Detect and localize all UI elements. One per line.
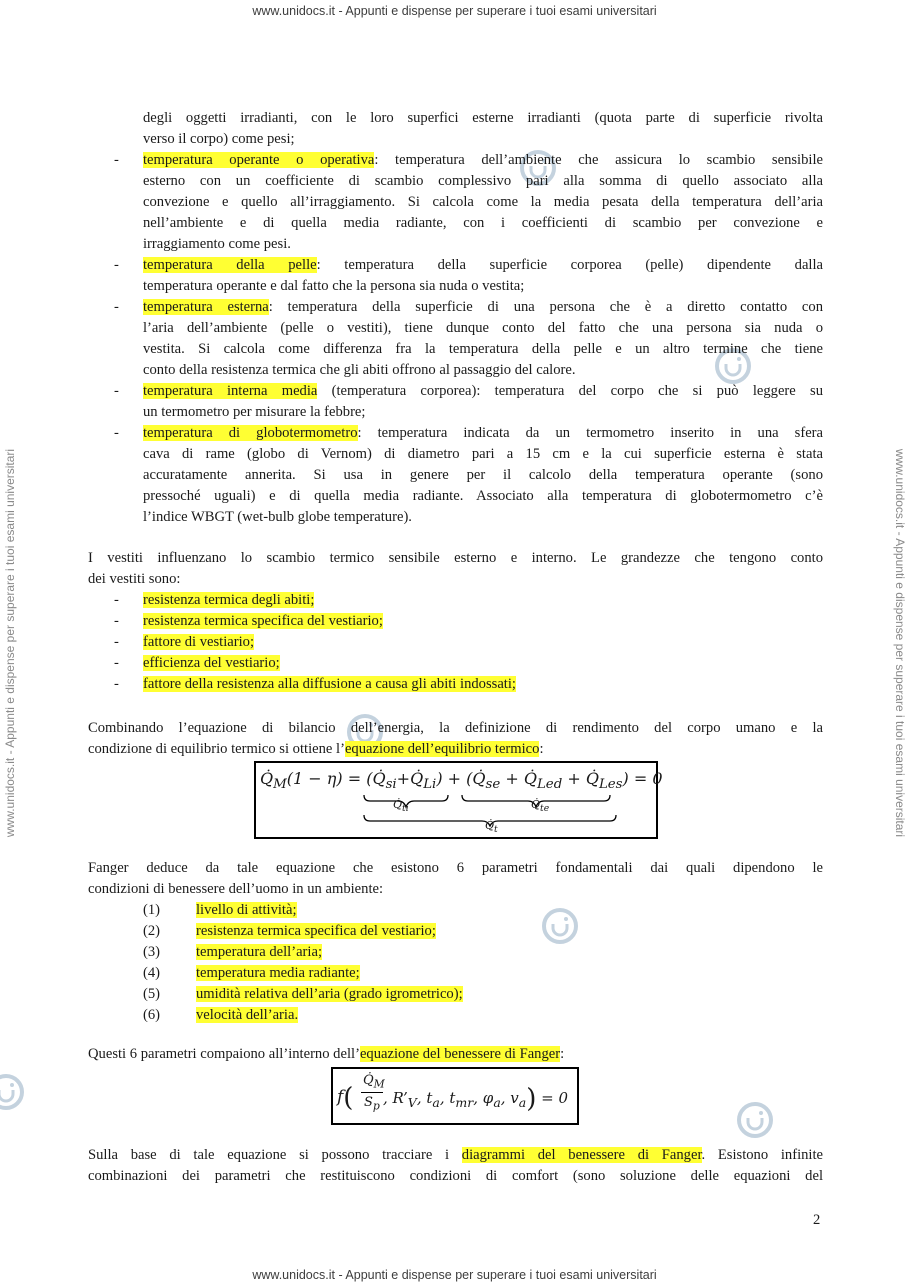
highlighted-term: efficienza del vestiario;: [143, 655, 280, 671]
paragraph-line: Combinando l’equazione di bilancio dell’energia, la definizione di rendimento del corpo umano e la: [88, 720, 823, 736]
highlighted-term: temperatura media radiante;: [196, 965, 360, 981]
highlighted-term: temperatura della pelle: [143, 257, 317, 273]
highlighted-term: temperatura operante o operativa: [143, 152, 375, 168]
definition-line: temperatura di globotermometro: temperatura indicata da un termometro inserito in una sfera: [143, 425, 824, 441]
unidocs-logo-icon: [0, 1072, 26, 1112]
highlighted-term: fattore della resistenza alla diffusione a causa gli abiti indossati;: [143, 676, 516, 692]
list-item: [143, 590, 314, 611]
definition-line: conto della resistenza termica che gli abiti offrono al passaggio del calore.: [143, 362, 576, 378]
definition-line: un termometro per misurare la febbre;: [143, 404, 366, 420]
highlighted-term: velocità dell’aria.: [196, 1007, 299, 1023]
list-item: [196, 942, 322, 963]
paragraph-line: condizioni di benessere dell’uomo in un ambiente:: [88, 881, 384, 897]
highlighted-term: equazione dell’equilibrio termico: [344, 741, 540, 757]
definition-line: esterno con un coefficiente di scambio complessivo pari alla somma di quello associato alla: [143, 173, 823, 189]
list-item: [196, 1005, 298, 1026]
paragraph-line: I vestiti influenzano lo scambio termico sensibile esterno e interno. Le grandezze che tengono conto: [88, 550, 823, 566]
fanger-equation: f( $Q̇_M$ $S_p$ , $R’_V$, $t_a$, $t_{mr}$, $\varphi_a$, $v_a) = 0$: [331, 1067, 579, 1125]
highlighted-term: temperatura dell’aria;: [196, 944, 322, 960]
list-item: [143, 674, 516, 695]
list-bullet: -: [114, 425, 119, 441]
highlighted-term: temperatura esterna: [143, 299, 269, 315]
list-bullet: -: [114, 655, 119, 671]
list-item: [143, 632, 254, 653]
definition-line: temperatura operante e dal fatto che la persona sia nuda o vestita;: [143, 278, 525, 294]
list-bullet: -: [114, 383, 119, 399]
definition-line: vestita. Si calcola come differenza fra la temperatura della pelle e un altro termine che tiene: [143, 341, 823, 357]
definition-line: accuratamente annerita. Si usa in genere per il calcolo della temperatura operante (sono: [143, 467, 823, 483]
paragraph-line: Questi 6 parametri compaiono all’interno dell’equazione del benessere di Fanger:: [88, 1046, 565, 1062]
watermark-banner-top: www.unidocs.it - Appunti e dispense per superare i tuoi esami universitari: [252, 4, 657, 18]
definition-line: temperatura esterna: temperatura della superficie di una persona che è a diretto contatto con: [143, 299, 824, 315]
definition-line: irraggiamento come pesi.: [143, 236, 291, 252]
definition-line: nell’ambiente e di quella media radiante, con i coefficienti di scambio per convezione e: [143, 215, 823, 231]
highlighted-term: resistenza termica specifica del vestiario;: [196, 923, 436, 939]
list-number: (5): [143, 986, 161, 1002]
list-number: (3): [143, 944, 161, 960]
definition-line: verso il corpo) come pesi;: [143, 131, 295, 147]
list-number: (2): [143, 923, 161, 939]
watermark-side-right: www.unidocs.it - Appunti e dispense per superare i tuoi esami universitari: [893, 448, 907, 838]
list-number: (4): [143, 965, 161, 981]
list-bullet: -: [114, 613, 119, 629]
list-bullet: -: [114, 152, 119, 168]
highlighted-term: diagrammi del benessere di Fanger: [461, 1147, 702, 1163]
unidocs-logo-icon: [540, 906, 580, 946]
list-bullet: -: [114, 257, 119, 273]
paragraph-line: dei vestiti sono:: [88, 571, 181, 587]
definition-line: pressoché uguali) e di quella media radiante. Associato alla temperatura di globotermometro c’è: [143, 488, 823, 504]
list-item: [143, 611, 383, 632]
paragraph-line: condizione di equilibrio termico si ottiene l’equazione dell’equilibrio termico:: [88, 741, 544, 757]
list-item: [196, 963, 360, 984]
watermark-banner-bottom: www.unidocs.it - Appunti e dispense per superare i tuoi esami universitari: [252, 1268, 657, 1282]
list-bullet: -: [114, 592, 119, 608]
definition-line: cava di rame (globo di Vernom) di diametro pari a 15 cm e la cui superficie esterna è stata: [143, 446, 823, 462]
page-number: 2: [813, 1212, 821, 1228]
definition-line: l’aria dell’ambiente (pelle o vestiti), tiene dunque conto del fatto che una persona sia nuda o: [143, 320, 823, 336]
highlighted-term: equazione del benessere di Fanger: [359, 1046, 561, 1062]
highlighted-term: livello di attività;: [196, 902, 297, 918]
definition-line: degli oggetti irradianti, con le loro superfici esterne irradianti (quota parte di superficie rivolta: [143, 110, 823, 126]
list-number: (6): [143, 1007, 161, 1023]
unidocs-logo-icon: [735, 1100, 775, 1140]
highlighted-term: resistenza termica degli abiti;: [143, 592, 315, 608]
highlighted-term: umidità relativa dell’aria (grado igrometrico);: [196, 986, 463, 1002]
highlighted-term: temperatura di globotermometro: [143, 425, 358, 441]
list-item: [196, 900, 297, 921]
definition-line: convezione e quello all’irraggiamento. Si calcola come la media pesata della temperatura dell’aria: [143, 194, 823, 210]
definition-line: l’indice WBGT (wet-bulb globe temperature).: [143, 509, 412, 525]
highlighted-term: temperatura interna media: [143, 383, 318, 399]
paragraph-line: Sulla base di tale equazione si possono tracciare i diagrammi del benessere di Fanger. Esistono infinite: [88, 1147, 824, 1163]
list-bullet: -: [114, 634, 119, 650]
list-bullet: -: [114, 676, 119, 692]
list-item: [143, 653, 280, 674]
list-bullet: -: [114, 299, 119, 315]
paragraph-line: combinazioni dei parametri che restituiscono condizioni di comfort (sono soluzione delle equazioni del: [88, 1168, 823, 1184]
watermark-side-left: www.unidocs.it - Appunti e dispense per superare i tuoi esami universitari: [3, 448, 17, 838]
equilibrium-equation: $Q̇_M(1 - \eta)$ = $(Q̇_{si}+Q̇_{Li})$ + ($Q̇_{se}$ + $Q̇_{Led}$ + $Q̇_{Les}) = 0$ $Q̇_{ti}$ $Q̇_{te}$ $Q̇_t$: [254, 761, 658, 839]
highlighted-term: fattore di vestiario;: [143, 634, 255, 650]
list-item: [196, 921, 436, 942]
highlighted-term: resistenza termica specifica del vestiario;: [143, 613, 383, 629]
list-number: (1): [143, 902, 161, 918]
paragraph-line: Fanger deduce da tale equazione che esistono 6 parametri fondamentali dai quali dipendono le: [88, 860, 823, 876]
definition-line: temperatura operante o operativa: temperatura dell’ambiente che assicura lo scambio sensibile: [143, 152, 823, 168]
list-item: [196, 984, 463, 1005]
definition-line: temperatura interna media (temperatura corporea): temperatura del corpo che si può leggere su: [143, 383, 823, 399]
definition-line: temperatura della pelle: temperatura della superficie corporea (pelle) dipendente dalla: [143, 257, 824, 273]
